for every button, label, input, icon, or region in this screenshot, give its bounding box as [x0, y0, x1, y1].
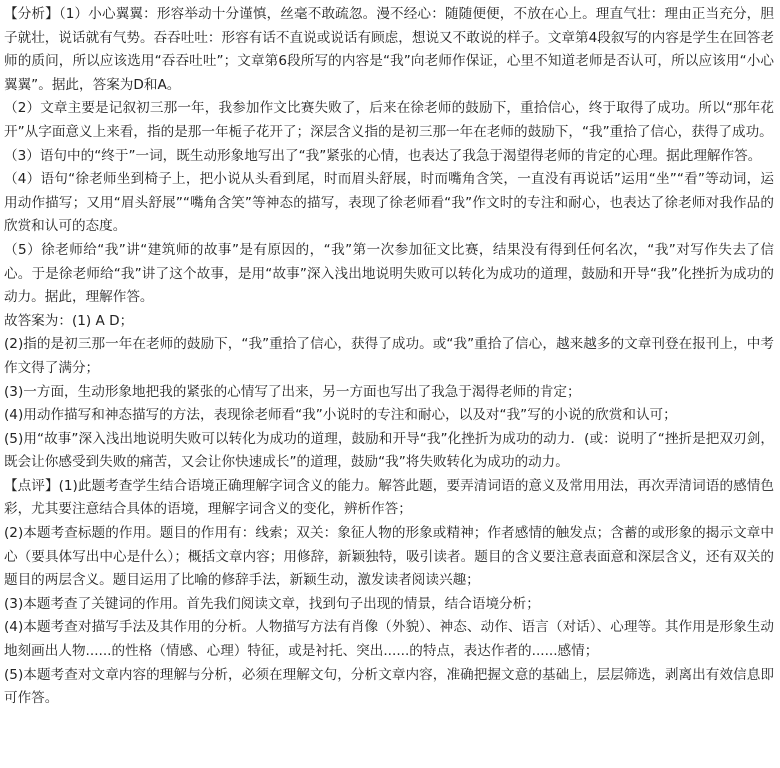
comment-q5: (5)本题考查对文章内容的理解与分析，必须在理解文句，分析文章内容，准确把握文意的基础上，层层筛选，剥离出有效信息即可作答。	[4, 666, 774, 707]
answer-q5: (5)用“故事”深入浅出地说明失败可以转化为成功的道理，鼓励和开导“我”化挫折为成功的动力．(或：说明了“挫折是把双刃剑，既会让你感受到失败的痛苦，又会让你快速成长”的道理，鼓励“我”将失败转化为成功的动力。	[4, 430, 774, 471]
answer-q2: (2)指的是初三那一年在老师的鼓励下，“我”重拾了信心，获得了成功。或“我”重拾了信心，越来越多的文章刊登在报刊上，中考作文得了满分；	[4, 336, 774, 376]
analysis-q4: （4）语句“徐老师坐到椅子上，把小说从头看到尾，时而眉头舒展，时而嘴角含笑，一直没有再说话”运用“坐”“看”等动词，运用动作描写；又用“眉头舒展”“嘴角含笑”等神态的描写，表现了徐老师看“我”作文时的专注和耐心，也表达了徐老师对我作品的欣赏和认可的态度。	[4, 171, 774, 235]
analysis-q3: （3）语句中的“终于”一词，既生动形象地写出了“我”紧张的心情，也表达了我急于渴望得老师的肯定的心理。据此理解作答。	[4, 147, 762, 164]
answer-q4: (4)用动作描写和神态描写的方法，表现徐老师看“我”小说时的专注和耐心，以及对“我”写的小说的欣赏和认可；	[4, 407, 677, 424]
analysis-q2: （2）文章主要是记叙初三那一年，我参加作文比赛失败了，后来在徐老师的鼓励下，重拾信心，终于取得了成功。所以“那年花开”从字面意义上来看，指的是那一年栀子花开了；深层含义指的是初三那一年在老师的鼓励下，“我”重拾了信心，获得了成功。	[4, 100, 774, 140]
analysis-q1: 【分析】（1）小心翼翼：形容举动十分谨慎，丝毫不敢疏忽。漫不经心：随随便便，不放在心上。理直气壮：理由正当充分，胆子就壮，说话就有气势。吞吞吐吐：形容有话不直说或说话有顾虑，想说又不敢说的样子。文章第4段叙写的内容是学生在回答老师的质问，所以应该选用“吞吞吐吐”；文章第6段所写的内容是“我”向老师作保证，心里不知道老师是否认可，所以应该用“小心翼翼”。据此，答案为D和A。	[4, 6, 774, 93]
comment-q1: 【点评】(1)此题考查学生结合语境正确理解字词含义的能力。解答此题，要弄清词语的意义及常用用法，再次弄清词语的感情色彩，尤其要注意结合具体的语境，理解字词含义的变化，辨析作答；	[4, 477, 774, 518]
answer-q3: (3)一方面，生动形象地把我的紧张的心情写了出来，另一方面也写出了我急于渴得老师的肯定；	[4, 383, 581, 400]
comment-q4: (4)本题考查对描写手法及其作用的分析。人物描写方法有肖像（外貌）、神态、动作、语言（对话）、心理等。其作用是形象生动地刻画出人物......的性格（情感、心理）特征，或是衬托、突出......的特点，表达作者的......感情；	[4, 619, 774, 660]
analysis-q5: （5）徐老师给“我”讲“建筑师的故事”是有原因的，“我”第一次参加征文比赛，结果没有得到任何名次，“我”对写作失去了信心。于是徐老师给“我”讲了这个故事，是用“故事”深入浅出地说明失败可以转化为成功的道理，鼓励和开导“我”化挫折为成功的动力。据此，理解作答。	[4, 241, 774, 306]
comment-q2: (2)本题考查标题的作用。题目的作用有：线索；双关：象征人物的形象或精神；作者感情的触发点；含蓄的或形象的揭示文章中心（要具体写出中心是什么）；概括文章内容；用修辞，新颖独特，吸引读者。题目的含义要注意表面意和深层含义，还有双关的题目的两层含义。题目运用了比喻的修辞手法，新颖生动，激发读者阅读兴趣；	[4, 525, 774, 589]
comment-q3: (3)本题考查了关键词的作用。首先我们阅读文章，找到句子出现的情景，结合语境分析；	[4, 595, 540, 612]
answer-q1: 故答案为：(1) A D；	[4, 312, 134, 329]
